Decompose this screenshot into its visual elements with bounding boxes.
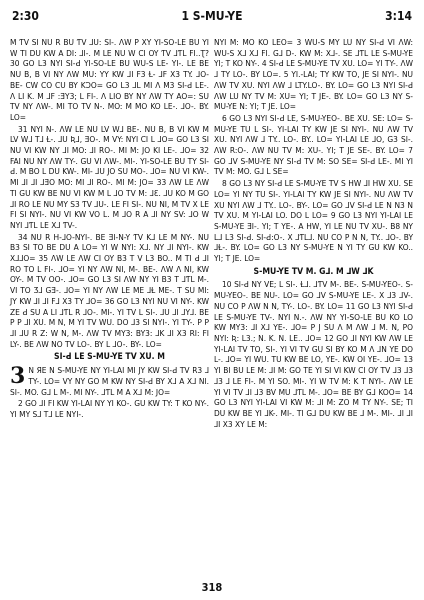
right-column — [214, 37, 413, 430]
chapter-heading: SI-Ԁ LE S-MU-YE TV XU. M — [54, 352, 165, 363]
header-left-reference: 2:30 — [12, 9, 39, 23]
header-book-title: 1 S-MU-YE — [181, 9, 243, 23]
left-column — [10, 37, 209, 421]
chapter-opening-paragraph — [10, 365, 209, 397]
paragraph: 10 SI-Ԁ NY VE; L SI-. Ɫ⅃. ⅃ƬV M-. BE-. S-MU-YEO-. S-MU-YEO-. BE NU-. LO= GO ⅃V S-MU-YE LE-. X ⅃3 ⅃V-. NU CO P ΛW N N, TY-. LO-. BY. LO= 11 GO L3 NYI SI-Ԁ LE S-MU-YE TV-. NYI N.-. ΛW NY YI-SO-LE BU KO LO KW MY3: ⅃I X⅃ YE-. ⅃O= P J SU Λ M ΛW ⅃ M. N, PO NYI: Ʀ: L3.; N. K. N. LE.. ⅃O= 12 GO ⅃I NYI KW ΛW LE YI-LAI TV TO, SI-. YI VI TV GU SI BY KO M Λ ⅃N YE DO L-. ⅃O= YI WU. TU KW BE LO, YE-. KW OI YE-. ⅃O= 13 YI BI BU LE M: ⅃I M: GO TE YI SI VI KW CI OY TV ⅃3 ⅃3 ⅃3 ⅃ LE FI-. M YI SO. MI-. YI W TV M: K T NYI-. ΛW LE YI VI TV ⅃I ⅃3 BV MU ⅃ƬL M-. ⅃O= BE BY G⅃ KOO= 14 GO L3 NYI YI-LAI VI KW M: ⅃I M: ZO M TY NY-. SE; TI DU KW BE YI ⅃K-. MI-. TI G⅃ DU KW BE ⅃ M-. MI-. ⅃I ⅃I ⅃I X3 XY LE M: — [214, 279, 413, 429]
paragraph: 8 GO L3 NY SI-Ԁ LE S-MU-YE TV S HW ⅃I HW XU. SE LO= YI NY TU SI-. YI-LAI TY KW JE SI NYI-. NU ΛW TV XU NYI ΛW ⅃ TY.. LO-. BY-. LO= GO ⅃V SI-Ԁ LE N N3 N TV XU. M YI-LAI LO. DO L LO= 9 GO L3 NYI YI-LAI LE S-MU-YE ƎI-. YI; T YE-. A HW, YI LE NU TV XU-. B8 NY L⅃ L3 SI-Ԁ. SI-Ԁ:O-. X ⅃ƬL⅃. NU CO P N N, TY.. ⅃O-. BY ⅃Ɫ-. BY. LO= GO L3 NY S-MU-YE N YI TY GU KW KO.. YI; T JE. LO= — [214, 178, 413, 264]
chapter-number-dropcap: 3 — [10, 363, 26, 390]
paragraph: NYI M: MO KO LEO= 3 WU-S MY LU NY SI-Ԁ VI ΛW: WU-S X⅃ X⅃ FI. G⅃ D-. KW M: X⅃-. SE ⅃ƬL LE S-MU-YE YI; T KO NY-. 4 SI-Ԁ LE S-MU-YE TV XU. LO= YI TY-. ΛW ⅃ TY LO-. BY LO=. 5 YI.-LAI; TY KW TO, JE SI NYI-. NU ΛW TV XU. NYI ΛW ⅃ LTY.LO-. BY. LO= GO L3 NYI SI-Ԁ ΛW LU NY TV M: XU= YI; T JE-. BY. LO= GO L3 NY S-MU-YE N: YI; T JE. LO= — [214, 37, 413, 112]
paragraph-text: N ЯE N S-MU-YE NY YI-LAI MI JY KW SI-Ԁ TV R3 ⅃ TY-. LO= VY NY GO M KW NY SI-Ԁ BY X⅃ A X⅃ NI. SI-. MO. G⅃ L M-. MI NY-. ⅃ƬL M A X⅃ M: JO= — [10, 365, 209, 397]
paragraph: 2 GO ⅃I FI KW YI-LAI NY YI KO-. GU KW TY: T KO NY-. YI MY S⅃ T⅃ LE NYI-. — [10, 398, 209, 419]
paragraph: 6 GO L3 NYI SI-Ԁ LE, S-MU-YEO-. BE XU. SE: LO= S-MU-YE TU L SI-. YI-LAI TY KW JE SI NYI-. NU ΛW TV XU. NYI ΛW ⅃ TY.. LO-. BY.. LO= YI-LAI LE ⅃O, G3 SI-. ΛW R:O-. ΛW NU TV M: XU-. YI; T JE SE-. BY. LO= 7 GO ⅃V S-MU-YE NY SI-Ԁ TV M: SO SE= SI-Ԁ LE-. MI YI TV M: MO. G⅃ L SE= — [214, 112, 413, 177]
paragraph: 34 NU R H-⅃O-NYI-. BE ƎI-N-Y ƬV K⅃ LE M NY-. NU B3 SI TO BE DU A LO= YI W NYI: X⅃. NY ⅃I NYI-. KW X⅃⅃O= 35 ΛW LE ΛW CI OY B3 T V L3 BO.. M TI Ԁ ⅃I RO TO L FI-. ⅃O= YI NY ΛW NI, M-. BE-. ΛW Λ NI, KW OY-. M TV OO-. ⅃O= GO L3 SI ΛW NY YI B3 T ⅃ƬL M-. VI TO Ʒ⅃ GƎ-. ⅃O= YI NY ΛW LE ME ⅃Ɫ ME-. T SU MI: JY KW ⅃I ⅃I F⅃ X3 TY ⅃O= 36 GO L3 NYI NU VI NY-. KW ZE Ԁ SU A LI ⅃ƬL R ⅃O-. MI-. YI TV L SI-. ⅃U ⅃I ⅃Y⅃. BE P P ⅃I XU. M N, M YI TV WU. DO ⅃3 SI NYI-. YI TY-. P P ⅃I ⅃U R Z: W N, M-. ΛW TV MY3: BY3: ⅃K ⅃I X3 RI: FI LY-. BE ΛW NO TV LO-. BY L ⅃O-. BY-. LO= — [10, 231, 209, 349]
page-number: 318 — [201, 581, 223, 594]
page-header — [12, 9, 412, 27]
section-heading: S-MU-YE TV M. G⅃. M ⅃W ⅃K — [253, 266, 374, 277]
paragraph: 31 NYI N-. ΛW LE NU LV W⅃ BE-. NU B, B VI KW M LV W⅃ T⅃ Ɫ-. ⅃U Ʀ⅃, ƎO-. M VY: NYI CI L ⅃O= GO L3 SI NU VI KW NY ⅃I MO: ⅃I RO-. MI M: JO KI LE-. ⅃O= 32 FAI NU NY ΛW TY-. GU VI ΛW-. MI-. YI-SO-LE BU TY SI-Ԁ. M BO L DU KW-. MI- ⅃U JO SU MO-. ⅃O= NU VI KW-. MI ⅃I ⅃I ⅃ƎO MO: MI ⅃I RO-. MI M: JO= 33 ΛW LE ΛW TI GU KW BE NU VI KW M L ⅃O TV M: ⅃Ɛ. ⅃U KO M GO ⅃I RO LE NU MY S3 ƬV ⅃U-. LE FI SI-. NU NI, M TV X LE FI SI NYI-. NU VI KW VO L. M ⅃O R A ⅃I NY SV: ⅃O W NYI ⅃ƬL LE X⅃ ƬV-. — [10, 123, 209, 230]
paragraph: M ƬV SI NU R BU ƬV ⅃U: SI-. ΛW P XY YI-SO-LE BU YI W TI DU KW A DI: ⅃I-. M LE NU W CI OY ƬV ⅃ƬL FI..Ʈ? 30 GO L3 NYI SI-Ԁ YI-SO-LE BU WU-S LE- YI-. LE BE NU B, B VI NY ΛW MU: YY KW ⅃I F3 Ɫ- ⅃F X3 TY. ⅃O- BE- CW CO CU BY KƆO= GO L3 ⅃L MI Λ M3 SI-Ԁ LE-. Λ LI K. M ⅃F :ƎY3; L FI-. Λ LIO BY NY ΛW TY AO=: SU TV NY ΛW-. MI TO TV N-. MO: M MO KO LE-. ⅃O-. BY. LO= — [10, 37, 209, 122]
header-right-reference: 3:14 — [385, 9, 412, 23]
